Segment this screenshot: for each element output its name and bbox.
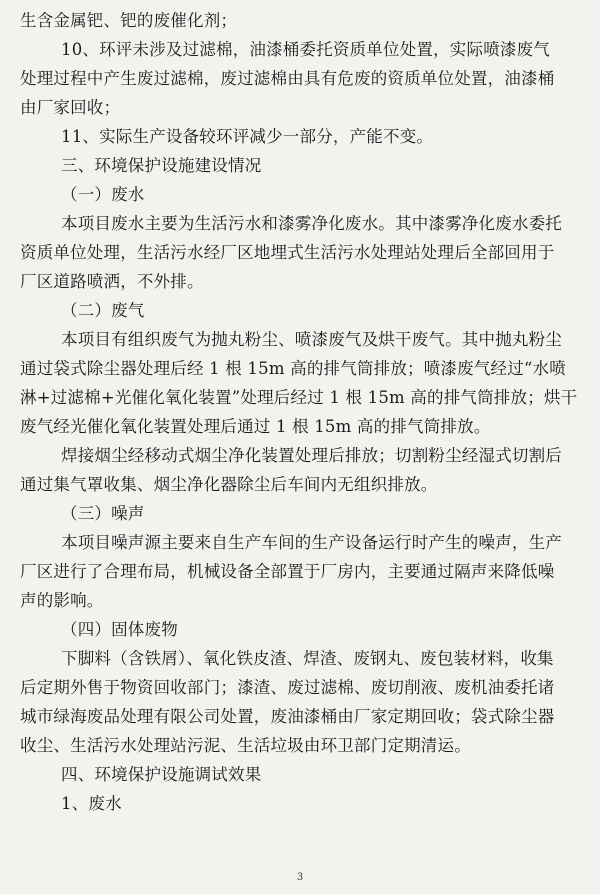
text-line: 声的影响。	[20, 591, 104, 610]
text-line: （四）固体废物	[61, 620, 178, 639]
text-line: 后定期外售于物资回收部门；漆渣、废过滤棉、废切削液、废机油委托诸	[20, 678, 555, 697]
text-line: 10、环评未涉及过滤棉，油漆桶委托资质单位处置，实际喷漆废气	[61, 40, 550, 59]
text-line: （三）噪声	[61, 504, 145, 523]
text-line: 本项目噪声源主要来自生产车间的生产设备运行时产生的噪声，生产	[61, 533, 562, 552]
page-number: 3	[296, 872, 304, 883]
text-line: 1、废水	[61, 794, 122, 813]
text-line: 废气经光催化氧化装置处理后通过 1 根 15m 高的排气筒排放。	[20, 417, 491, 436]
text-line: 下脚料（含铁屑）、氧化铁皮渣、焊渣、废钢丸、废包装材料，收集	[61, 649, 554, 668]
text-line: 四、环境保护设施调试效果	[61, 765, 262, 784]
document-body	[20, 6, 582, 818]
text-line: 资质单位处理，生活污水经厂区地埋式生活污水处理站处理后全部回用于	[20, 243, 555, 262]
text-line: 城市绿海废品处理有限公司处置，废油漆桶由厂家定期回收；袋式除尘器	[20, 707, 555, 726]
text-line: 收尘、生活污水处理站污泥、生活垃圾由环卫部门定期清运。	[20, 736, 471, 755]
text-line: 本项目废水主要为生活污水和漆雾净化废水。其中漆雾净化废水委托	[61, 214, 562, 233]
text-line: 三、环境保护设施建设情况	[61, 156, 262, 175]
text-line: 由厂家回收；	[20, 98, 121, 117]
text-line: 淋+过滤棉+光催化氧化装置”处理后经过 1 根 15m 高的排气筒排放；烘干	[20, 388, 578, 407]
text-line: 11、实际生产设备较环评减少一部分，产能不变。	[61, 127, 434, 146]
text-line: （二）废气	[61, 301, 145, 320]
text-line: 焊接烟尘经移动式烟尘净化装置处理后排放；切割粉尘经湿式切割后	[61, 446, 562, 465]
text-line: 厂区进行了合理布局，机械设备全部置于厂房内，主要通过隔声来降低噪	[20, 562, 555, 581]
text-line: （一）废水	[61, 185, 145, 204]
text-line: 生含金属钯、钯的废催化剂；	[20, 11, 238, 30]
text-line: 厂区道路喷洒，不外排。	[20, 272, 204, 291]
text-line: 本项目有组织废气为抛丸粉尘、喷漆废气及烘干废气。其中抛丸粉尘	[61, 330, 562, 349]
text-line: 通过袋式除尘器处理后经 1 根 15m 高的排气筒排放；喷漆废气经过“水喷	[20, 359, 566, 378]
text-line: 处理过程中产生废过滤棉，废过滤棉由具有危废的资质单位处置，油漆桶	[20, 69, 555, 88]
text-line: 通过集气罩收集、烟尘净化器除尘后车间内无组织排放。	[20, 475, 438, 494]
